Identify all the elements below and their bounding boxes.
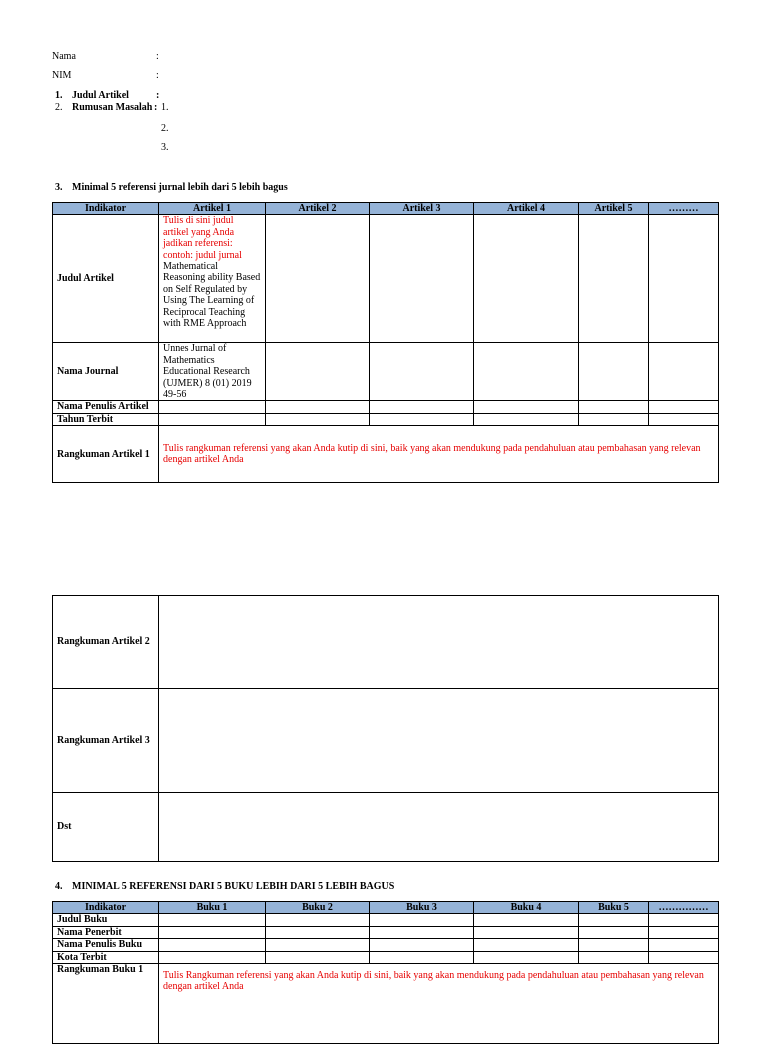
kota-terbit-2-cell[interactable] [266,951,370,963]
nama-penulis-buku-3-cell[interactable] [370,939,474,951]
nama-colon: : [156,51,159,62]
nama-journal-1-cell[interactable]: Unnes Jurnal of Mathematics Educational Research (UJMER) 8 (01) 2019 49-56 [159,343,266,401]
tahun-terbit-5-cell[interactable] [579,413,649,425]
judul-buku-4-cell[interactable] [474,914,579,926]
kota-terbit-row [53,951,719,963]
nama-journal-2-cell[interactable] [266,343,370,401]
tahun-terbit-more-cell[interactable] [649,413,719,425]
books-table [52,901,719,1044]
section3-number: 3. [55,182,63,193]
rangkuman-buku-1-label: Rangkuman Buku 1 [53,964,159,1044]
dst-cell[interactable] [159,793,719,862]
nim-colon: : [156,70,159,81]
judul-buku-2-cell[interactable] [266,914,370,926]
rangkuman-artikel-2-cell[interactable] [159,596,719,689]
rangkuman-artikel-1-row [53,426,719,483]
header-artikel-5: Artikel 5 [579,203,649,215]
nama-penerbit-2-cell[interactable] [266,926,370,938]
nama-penulis-row [53,401,719,413]
nama-penerbit-row [53,926,719,938]
rangkuman-artikel-3-cell[interactable] [159,689,719,793]
rangkuman-artikel-2-row [53,596,719,689]
header-artikel-4: Artikel 4 [474,203,579,215]
judul-artikel-row [53,215,719,343]
judul-buku-label: Judul Buku [53,914,159,926]
judul-artikel-more-cell[interactable] [649,215,719,343]
dst-row [53,793,719,862]
nama-journal-row [53,343,719,401]
kota-terbit-1-cell[interactable] [159,951,266,963]
nama-penulis-buku-2-cell[interactable] [266,939,370,951]
nama-journal-row-label: Nama Journal [53,343,159,401]
nama-penerbit-more-cell[interactable] [649,926,719,938]
nama-penulis-buku-label: Nama Penulis Buku [53,939,159,951]
kota-terbit-more-cell[interactable] [649,951,719,963]
nama-journal-more-cell[interactable] [649,343,719,401]
judul-buku-1-cell[interactable] [159,914,266,926]
nama-penulis-more-cell[interactable] [649,401,719,413]
judul-buku-row [53,914,719,926]
rangkuman-buku-1-cell[interactable]: Tulis Rangkuman referensi yang akan Anda kutip di sini, baik yang akan mendukung pada pendahuluan atau pembahasan yang relevan dengan artikel Anda [159,964,719,1044]
rangkuman-artikel-3-row [53,689,719,793]
rumusan-item-3: 3. [161,142,169,153]
rangkuman-artikel-2-label: Rangkuman Artikel 2 [53,596,159,689]
rumusan-masalah-label: Rumusan Masalah [72,102,153,113]
section4-number: 4. [55,881,63,892]
nama-penulis-buku-5-cell[interactable] [579,939,649,951]
nama-penulis-2-cell[interactable] [266,401,370,413]
header-more: ……… [649,203,719,215]
header-buku-2: Buku 2 [266,902,370,914]
nama-penulis-1-cell[interactable] [159,401,266,413]
judul-artikel-row-label: Judul Artikel [53,215,159,343]
nama-penulis-row-label: Nama Penulis Artikel [53,401,159,413]
judul-buku-more-cell[interactable] [649,914,719,926]
item2-number: 2. [55,102,63,113]
judul-buku-5-cell[interactable] [579,914,649,926]
nama-penulis-5-cell[interactable] [579,401,649,413]
kota-terbit-4-cell[interactable] [474,951,579,963]
judul-instruction: Tulis di sini judul artikel yang Anda jadikan referensi: contoh: judul jurnal [163,215,242,261]
nama-penerbit-1-cell[interactable] [159,926,266,938]
header-buku-5: Buku 5 [579,902,649,914]
dst-label: Dst [53,793,159,862]
judul-artikel-2-cell[interactable] [266,215,370,343]
section3-title: Minimal 5 referensi jurnal lebih dari 5 lebih bagus [72,182,288,193]
nama-label: Nama [52,51,76,62]
item1-number: 1. [55,90,63,101]
nama-penulis-3-cell[interactable] [370,401,474,413]
tahun-terbit-3-cell[interactable] [370,413,474,425]
rumusan-masalah-colon: : [154,102,158,113]
rangkuman-artikel-1-cell[interactable]: Tulis rangkuman referensi yang akan Anda kutip di sini, baik yang akan mendukung pada pendahuluan atau pembahasan yang relevan dengan artikel Anda [159,426,719,483]
tahun-terbit-4-cell[interactable] [474,413,579,425]
nama-journal-4-cell[interactable] [474,343,579,401]
nama-penulis-buku-1-cell[interactable] [159,939,266,951]
tahun-terbit-row [53,413,719,425]
articles-table [52,202,719,483]
header-indikator: Indikator [53,203,159,215]
books-header-row [53,902,719,914]
nama-journal-5-cell[interactable] [579,343,649,401]
rangkuman-artikel-3-label: Rangkuman Artikel 3 [53,689,159,793]
judul-example: Mathematical Reasoning ability Based on Self Regulated by Using The Learning of Reciprocal Teaching with RME Approach [163,261,261,330]
header-indikator-buku: Indikator [53,902,159,914]
nama-penulis-4-cell[interactable] [474,401,579,413]
judul-artikel-4-cell[interactable] [474,215,579,343]
rumusan-item-2: 2. [161,123,169,134]
header-buku-1: Buku 1 [159,902,266,914]
kota-terbit-5-cell[interactable] [579,951,649,963]
judul-artikel-colon: : [156,90,160,101]
rangkuman-artikel-1-label: Rangkuman Artikel 1 [53,426,159,483]
judul-artikel-3-cell[interactable] [370,215,474,343]
tahun-terbit-2-cell[interactable] [266,413,370,425]
header-artikel-1: Artikel 1 [159,203,266,215]
nama-penulis-buku-more-cell[interactable] [649,939,719,951]
judul-buku-3-cell[interactable] [370,914,474,926]
kota-terbit-label: Kota Terbit [53,951,159,963]
rangkuman-buku-1-row [53,964,719,1044]
nim-label: NIM [52,70,72,81]
header-buku-4: Buku 4 [474,902,579,914]
articles-header-row [53,203,719,215]
nama-journal-3-cell[interactable] [370,343,474,401]
section4-title: MINIMAL 5 REFERENSI DARI 5 BUKU LEBIH DARI 5 LEBIH BAGUS [72,881,395,892]
nama-penerbit-3-cell[interactable] [370,926,474,938]
kota-terbit-3-cell[interactable] [370,951,474,963]
header-artikel-2: Artikel 2 [266,203,370,215]
rumusan-item-1: 1. [161,102,169,113]
nama-penerbit-label: Nama Penerbit [53,926,159,938]
nama-penulis-buku-4-cell[interactable] [474,939,579,951]
header-buku-more: …………… [649,902,719,914]
judul-artikel-5-cell[interactable] [579,215,649,343]
tahun-terbit-row-label: Tahun Terbit [53,413,159,425]
judul-artikel-1-cell[interactable] [159,215,266,343]
judul-artikel-label: Judul Artikel [72,90,129,101]
nama-penulis-buku-row [53,939,719,951]
nama-penerbit-5-cell[interactable] [579,926,649,938]
nama-penerbit-4-cell[interactable] [474,926,579,938]
rangkuman-continuation-table [52,595,719,862]
tahun-terbit-1-cell[interactable] [159,413,266,425]
header-artikel-3: Artikel 3 [370,203,474,215]
header-buku-3: Buku 3 [370,902,474,914]
